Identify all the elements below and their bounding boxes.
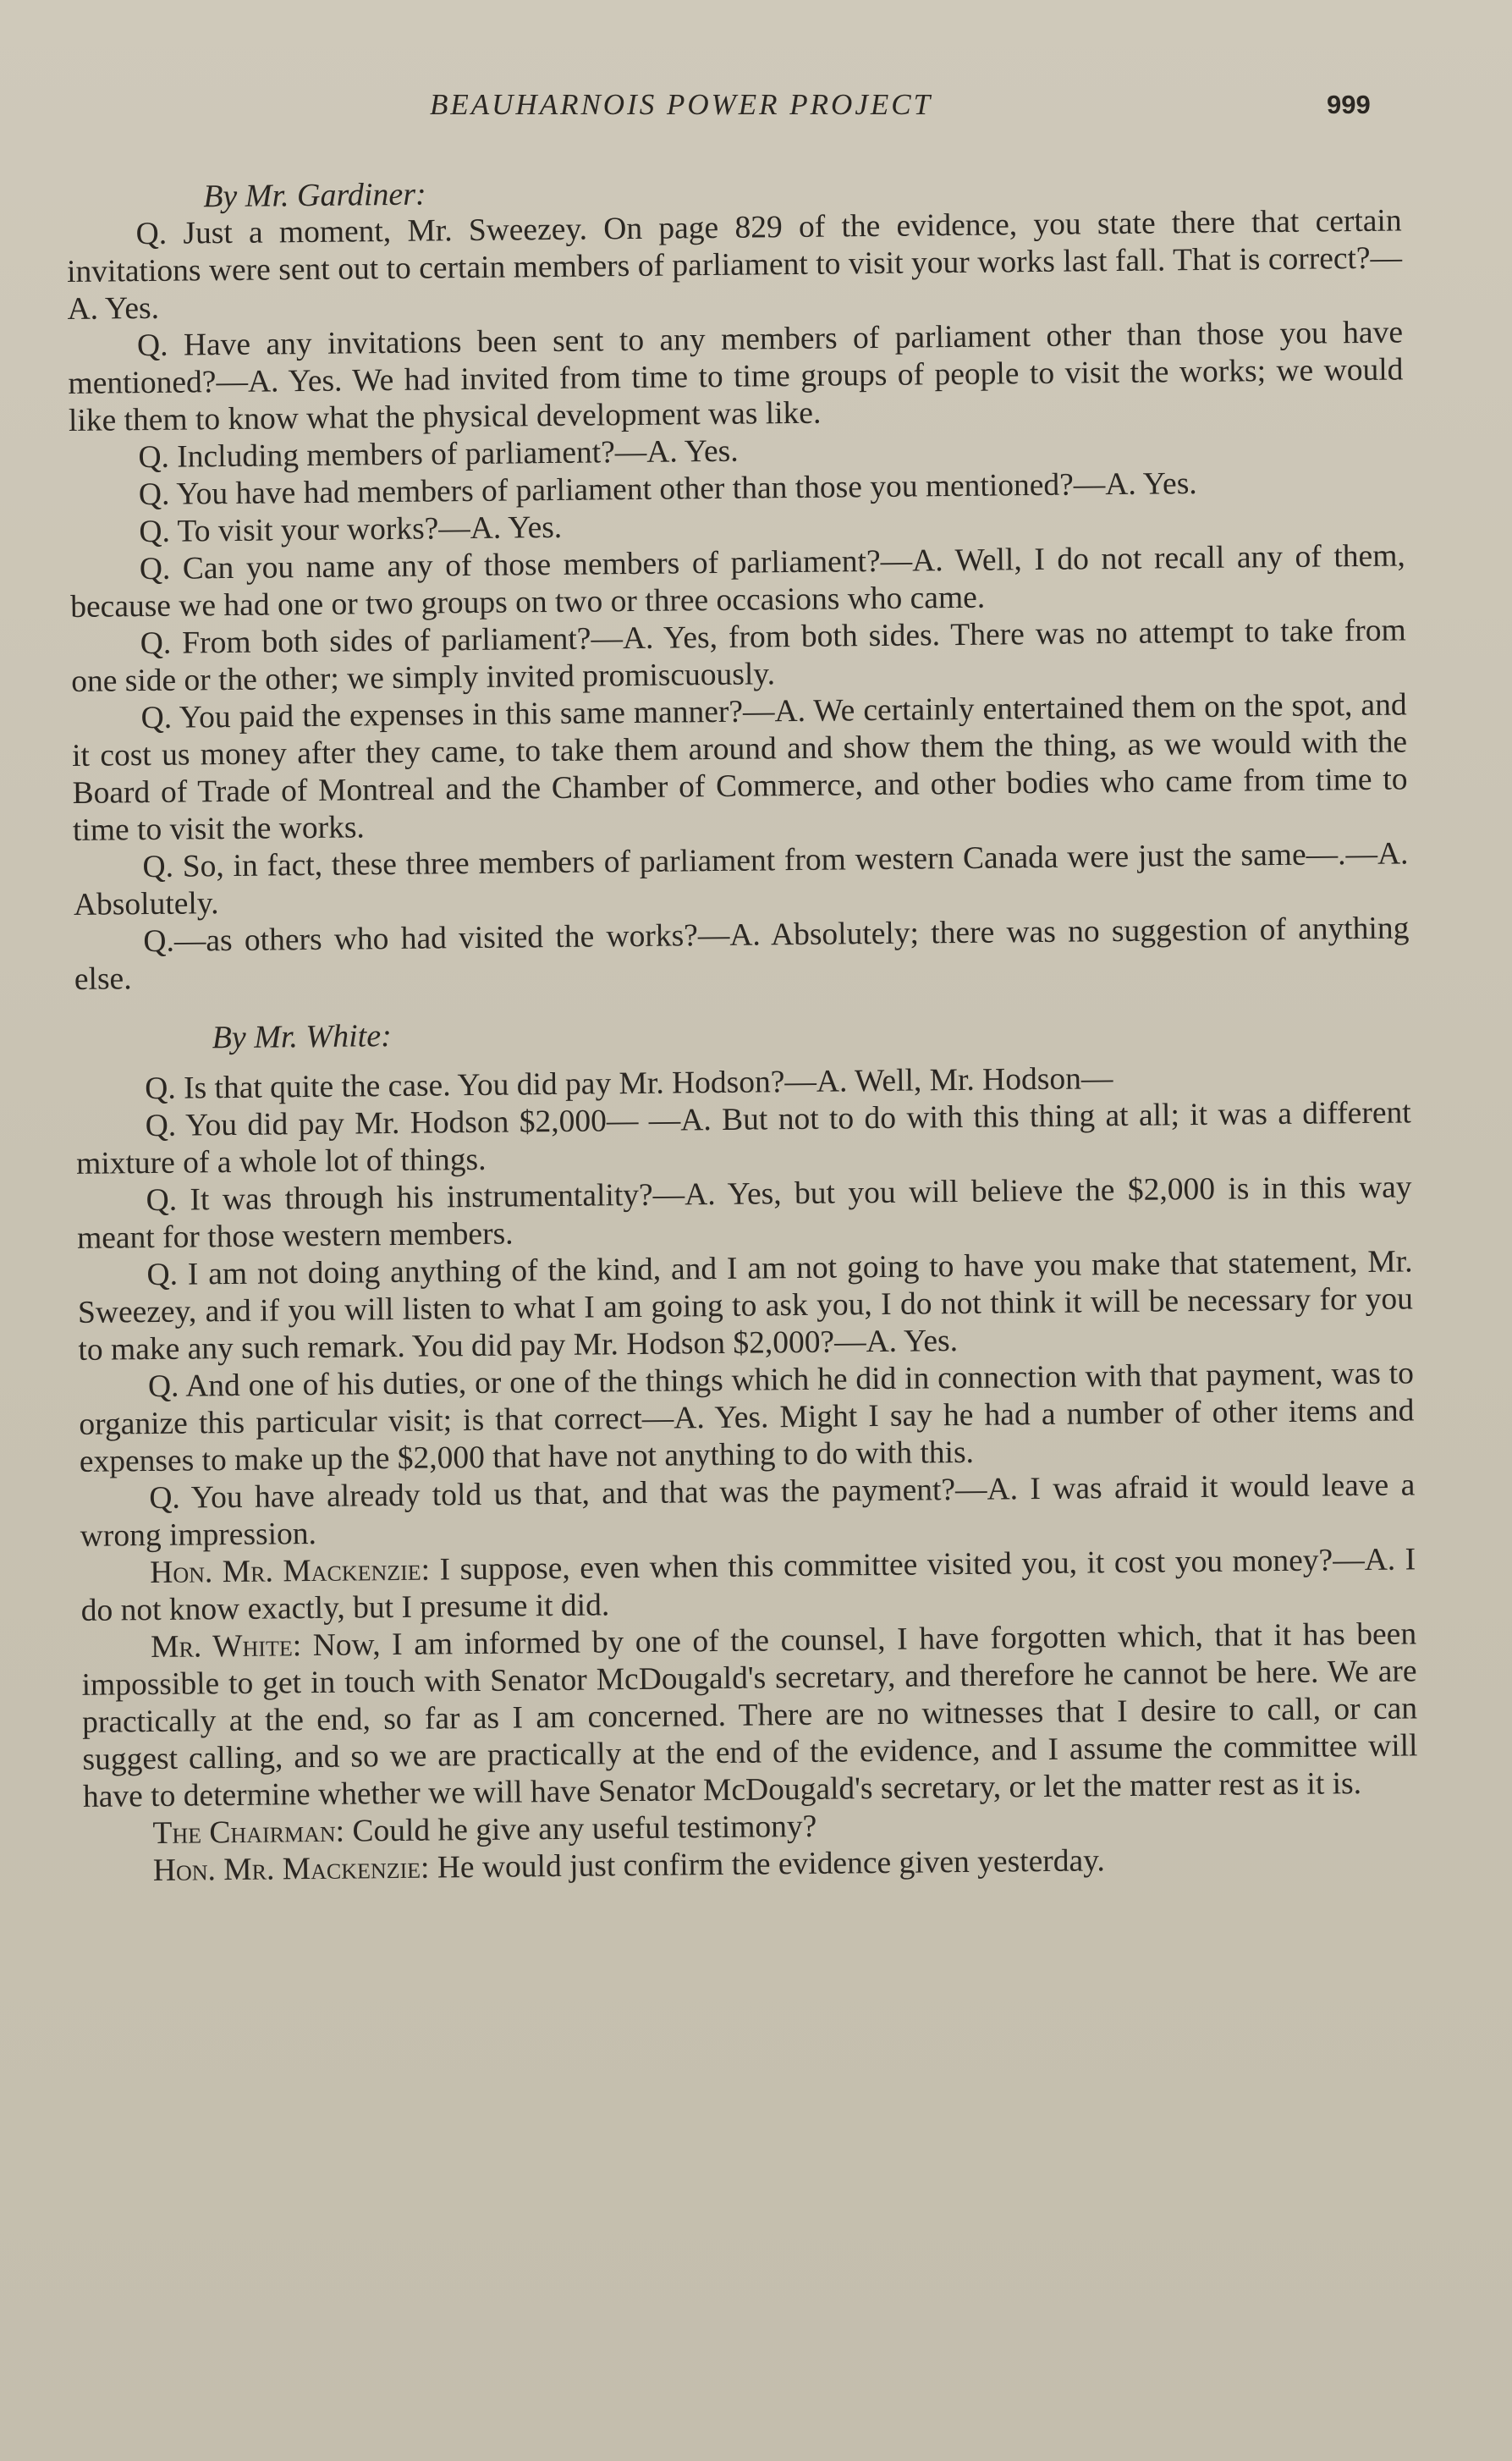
speech-text: I suppose, even when this committee visited you, it cost you money?—A. I do not know exactly, but I presume it did. (80, 1542, 1416, 1628)
speaker-name: Mr. White: (150, 1628, 302, 1665)
speech-paragraph (81, 1616, 1418, 1816)
page-number: 999 (1327, 90, 1371, 119)
testimony-paragraph: Q. Have any invitations been sent to any members of parliament other than those you have mentioned?—A. Yes. We had invited from time to time groups of people to visit the works; we would like them to know what the physical development was like. (68, 315, 1404, 438)
page-header (0, 88, 1512, 130)
testimony-paragraph: Q. Just a moment, Mr. Sweezey. On page 829 of the evidence, you state there that certain invitations were sent out to certain members of parliament to visit your works last fall. That is correct?—A. Yes. (66, 203, 1403, 327)
testimony-paragraph: Q.—as others who had visited the works?—A. Absolutely; there was no suggestion of anything else. (74, 911, 1410, 997)
speaker-name: Hon. Mr. Mackenzie: (150, 1552, 431, 1591)
testimony-paragraph: Q. So, in fact, these three members of parliament from western Canada were just the same—.—A. Absolutely. (73, 836, 1409, 922)
testimony-paragraph: Q. You paid the expenses in this same manner?—A. We certainly entertained them on the spot, and it cost us money after they came, to take them around and show them the thing, as we would with the Board of Trade of Montreal and the Chamber of Commerce, and other bodies who came from time to time to visit the works. (71, 687, 1408, 848)
speaker-name: The Chairman: (152, 1814, 345, 1852)
speech-text: Now, I am informed by one of the counsel, I have forgotten which, that it has been impossible to get in touch with Senator McDougald's secretary, and therefore he cannot be here. We are practically at the end, so far as I am concerned. There are no witnesses that I desire to call, or can suggest calling, and so we are practically at the end of the evidence, and I assume the committee will have to determine whether we will have Senator McDougald's secretary, or let the matter rest as it is. (81, 1616, 1418, 1814)
testimony-paragraph: Q. You did pay Mr. Hodson $2,000— —A. But not to do with this thing at all; it was a different mixture of a whole lot of things. (75, 1095, 1411, 1181)
speech-text: Could he give any useful testimony? (344, 1809, 817, 1849)
testimony-paragraph: Q. It was through his instrumentality?—A. Yes, but you will believe the $2,000 is in this way meant for those western members. (76, 1170, 1412, 1256)
speaker-name: Hon. Mr. Mackenzie: (152, 1850, 430, 1889)
document-body (66, 165, 1419, 1890)
testimony-paragraph: Q. You have already told us that, and that was the payment?—A. I was afraid it would leave a wrong impression. (80, 1467, 1416, 1554)
testimony-paragraph: Q. I am not doing anything of the kind, and I am not going to have you make that statement, Mr. Sweezey, and if you will listen to what I am going to ask you, I do not think it will be necessary for you to make any such remark. You did pay Mr. Hodson $2,000?—A. Yes. (77, 1244, 1414, 1368)
testimony-paragraph: Q. Is that quite the case. You did pay Mr. Hodson?—A. Well, Mr. Hodson— (145, 1061, 1113, 1107)
testimony-paragraph: Q. Including members of parliament?—A. Yes. (138, 433, 739, 476)
testimony-paragraph: Q. From both sides of parliament?—A. Yes, from both sides. There was no attempt to take from one side or the other; we simply invited promiscuously. (71, 613, 1406, 699)
testimony-paragraph: Q. You have had members of parliament other than those you mentioned?—A. Yes. (138, 466, 1197, 513)
speech-text: He would just confirm the evidence given yesterday. (429, 1843, 1106, 1886)
section-heading-white: By Mr. White: (212, 1018, 392, 1056)
testimony-paragraph: Q. And one of his duties, or one of the things which he did in connection with that payment, was to organize this particular visit; is that correct—A. Yes. Might I say he had a number of other items and expenses to make up the $2,000 that have not anything to do with this. (79, 1356, 1415, 1479)
testimony-paragraph: Q. To visit your works?—A. Yes. (139, 509, 563, 550)
section-heading-gardiner: By Mr. Gardiner: (203, 176, 426, 215)
speech-paragraph (80, 1541, 1416, 1630)
running-title: BEAUHARNOIS POWER PROJECT (430, 88, 933, 121)
testimony-paragraph: Q. Can you name any of those members of parliament?—A. Well, I do not recall any of them, because we had one or two groups on two or three occasions who came. (70, 538, 1405, 625)
